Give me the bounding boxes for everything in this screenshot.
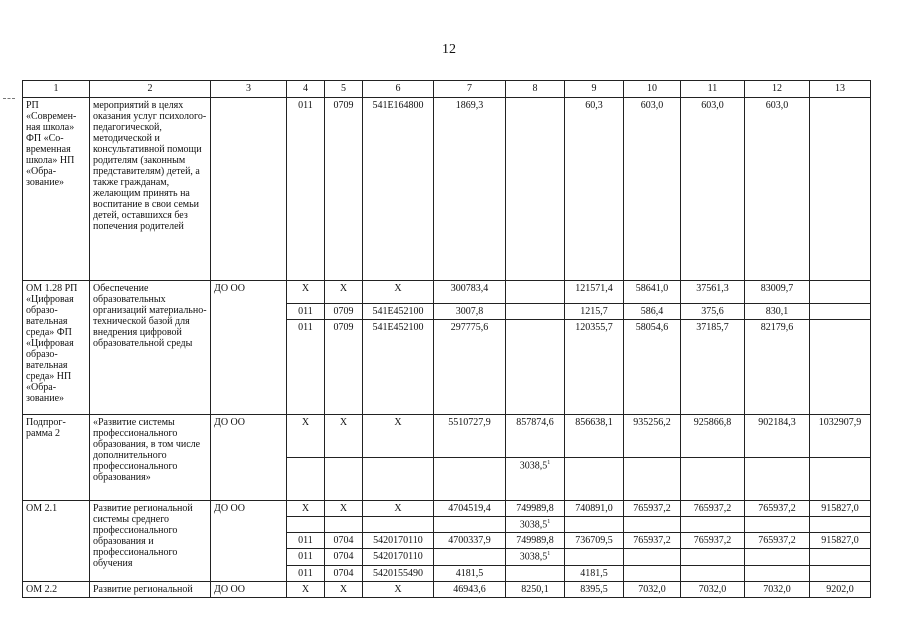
value-cell [565, 458, 624, 501]
value-cell: 740891,0 [565, 501, 624, 517]
section-cell: Х [325, 415, 363, 458]
value-cell [810, 98, 871, 281]
budget-table [22, 80, 871, 598]
value-cell [745, 565, 810, 581]
grbs-cell: 011 [287, 565, 325, 581]
header-cell: 4 [287, 81, 325, 98]
footnote-mark: 1 [547, 519, 551, 525]
total-cell: 1869,3 [434, 98, 506, 281]
executor-cell: ДО ОО [211, 415, 287, 501]
csr-cell: 541E164800 [363, 98, 434, 281]
header-cell: 7 [434, 81, 506, 98]
table-row [23, 281, 871, 304]
value-cell: 1215,7 [565, 304, 624, 320]
value-cell [745, 458, 810, 501]
header-cell: 6 [363, 81, 434, 98]
value-cell [681, 517, 745, 533]
header-cell: 9 [565, 81, 624, 98]
value-cell [810, 320, 871, 415]
value-cell: 603,0 [624, 98, 681, 281]
header-cell: 11 [681, 81, 745, 98]
table-row [23, 98, 871, 281]
header-cell: 5 [325, 81, 363, 98]
value-cell [810, 458, 871, 501]
csr-cell: Х [363, 501, 434, 517]
total-cell: 297775,6 [434, 320, 506, 415]
value-cell: 4181,5 [565, 565, 624, 581]
section-cell: 0709 [325, 320, 363, 415]
value-cell: 749989,8 [506, 533, 565, 549]
total-cell [434, 458, 506, 501]
total-cell: 46943,6 [434, 581, 506, 597]
footnote-mark: 1 [547, 460, 551, 466]
value-cell [745, 549, 810, 565]
value-cell: 915827,0 [810, 501, 871, 517]
value-cell: 37561,3 [681, 281, 745, 304]
program-name-cell: Подпрог-рамма 2 [23, 415, 90, 501]
footnote-value: 3038,5 [519, 551, 548, 563]
program-desc-cell: Развитие региональной [90, 581, 211, 597]
header-cell: 10 [624, 81, 681, 98]
value-cell [565, 549, 624, 565]
csr-cell: 541E452100 [363, 320, 434, 415]
value-cell: 37185,7 [681, 320, 745, 415]
footnote-value: 3038,5 [519, 460, 548, 472]
program-name-cell: ОМ 1.28 РП «Цифровая образо-вательная среда» ФП «Цифровая образо-вательная среда» НП «Обра-зование» [23, 281, 90, 415]
value-cell [681, 549, 745, 565]
value-cell [506, 281, 565, 304]
total-cell: 4704519,4 [434, 501, 506, 517]
header-cell: 2 [90, 81, 211, 98]
grbs-cell: Х [287, 501, 325, 517]
executor-cell: ДО ОО [211, 501, 287, 582]
section-cell [325, 517, 363, 533]
value-cell: 736709,5 [565, 533, 624, 549]
executor-cell: ДО ОО [211, 281, 287, 415]
value-cell: 58641,0 [624, 281, 681, 304]
program-desc-cell: Обеспечение образовательных организаций материально-технической базой для внедрения цифровой образовательной среды [90, 281, 211, 415]
value-cell [506, 565, 565, 581]
value-cell: 765937,2 [681, 533, 745, 549]
section-cell: 0709 [325, 98, 363, 281]
header-row [23, 81, 871, 98]
section-cell: 0704 [325, 533, 363, 549]
csr-cell: 5420170110 [363, 533, 434, 549]
value-cell: 8250,1 [506, 581, 565, 597]
value-cell: 603,0 [681, 98, 745, 281]
value-cell: 856638,1 [565, 415, 624, 458]
value-cell [745, 517, 810, 533]
value-cell [565, 517, 624, 533]
section-cell: 0704 [325, 565, 363, 581]
header-cell: 12 [745, 81, 810, 98]
total-cell [434, 517, 506, 533]
csr-cell: Х [363, 581, 434, 597]
grbs-cell: Х [287, 415, 325, 458]
table-row [23, 501, 871, 517]
table-row [23, 415, 871, 458]
csr-cell: 5420155490 [363, 565, 434, 581]
value-cell: 935256,2 [624, 415, 681, 458]
total-cell: 4181,5 [434, 565, 506, 581]
header-cell: 1 [23, 81, 90, 98]
executor-cell [211, 98, 287, 281]
value-cell: 7032,0 [745, 581, 810, 597]
value-cell: 60,3 [565, 98, 624, 281]
value-cell: 902184,3 [745, 415, 810, 458]
value-cell: 857874,6 [506, 415, 565, 458]
value-cell [624, 549, 681, 565]
section-cell: Х [325, 281, 363, 304]
value-cell: 603,0 [745, 98, 810, 281]
value-cell [810, 517, 871, 533]
grbs-cell: 011 [287, 533, 325, 549]
total-cell: 5510727,9 [434, 415, 506, 458]
value-cell: 121571,4 [565, 281, 624, 304]
section-cell: 0704 [325, 549, 363, 565]
value-cell: 765937,2 [624, 501, 681, 517]
value-cell: 765937,2 [745, 501, 810, 517]
value-cell [506, 458, 565, 501]
grbs-cell [287, 517, 325, 533]
value-cell: 83009,7 [745, 281, 810, 304]
value-cell: 749989,8 [506, 501, 565, 517]
grbs-cell: 011 [287, 304, 325, 320]
value-cell [506, 517, 565, 533]
csr-cell: 5420170110 [363, 549, 434, 565]
csr-cell [363, 517, 434, 533]
value-cell [624, 517, 681, 533]
program-name-cell: ОМ 2.2 [23, 581, 90, 597]
value-cell [681, 565, 745, 581]
header-cell: 8 [506, 81, 565, 98]
grbs-cell: 011 [287, 98, 325, 281]
value-cell [810, 565, 871, 581]
table-row [23, 581, 871, 597]
header-cell: 13 [810, 81, 871, 98]
margin-mark [3, 98, 15, 99]
section-cell [325, 458, 363, 501]
value-cell [506, 304, 565, 320]
value-cell [810, 549, 871, 565]
value-cell: 58054,6 [624, 320, 681, 415]
program-desc-cell: «Развитие системы профессионального образования, в том числе дополнительного профессионального образования» [90, 415, 211, 501]
value-cell [810, 281, 871, 304]
value-cell: 925866,8 [681, 415, 745, 458]
value-cell [810, 304, 871, 320]
program-desc-cell: мероприятий в целях оказания услуг психолого-педагогической, методической и консультативной помощи родителям (законным представителям) детей, а также гражданам, желающим принять на воспитание в свои семьи детей, оставшихся без попечения родителей [90, 98, 211, 281]
value-cell: 7032,0 [681, 581, 745, 597]
program-name-cell: ОМ 2.1 [23, 501, 90, 582]
header-cell: 3 [211, 81, 287, 98]
grbs-cell: Х [287, 281, 325, 304]
grbs-cell [287, 458, 325, 501]
value-cell: 915827,0 [810, 533, 871, 549]
value-cell [624, 458, 681, 501]
value-cell [506, 98, 565, 281]
value-cell: 8395,5 [565, 581, 624, 597]
value-cell: 120355,7 [565, 320, 624, 415]
value-cell [506, 549, 565, 565]
total-cell [434, 549, 506, 565]
footnote-value: 3038,5 [519, 519, 548, 531]
value-cell: 1032907,9 [810, 415, 871, 458]
grbs-cell: 011 [287, 549, 325, 565]
value-cell [681, 458, 745, 501]
value-cell: 765937,2 [681, 501, 745, 517]
csr-cell: Х [363, 415, 434, 458]
value-cell: 375,6 [681, 304, 745, 320]
grbs-cell: Х [287, 581, 325, 597]
total-cell: 4700337,9 [434, 533, 506, 549]
section-cell: Х [325, 581, 363, 597]
executor-cell: ДО ОО [211, 581, 287, 597]
program-desc-cell: Развитие региональной системы среднего профессионального образования и профессионального обучения [90, 501, 211, 582]
value-cell [624, 565, 681, 581]
value-cell: 9202,0 [810, 581, 871, 597]
page-number: 12 [442, 42, 456, 57]
section-cell: 0709 [325, 304, 363, 320]
value-cell [506, 320, 565, 415]
value-cell: 765937,2 [745, 533, 810, 549]
section-cell: Х [325, 501, 363, 517]
footnote-mark: 1 [547, 551, 551, 558]
value-cell: 7032,0 [624, 581, 681, 597]
csr-cell [363, 458, 434, 501]
csr-cell: 541E452100 [363, 304, 434, 320]
csr-cell: Х [363, 281, 434, 304]
grbs-cell: 011 [287, 320, 325, 415]
value-cell: 82179,6 [745, 320, 810, 415]
value-cell: 765937,2 [624, 533, 681, 549]
value-cell: 586,4 [624, 304, 681, 320]
total-cell: 3007,8 [434, 304, 506, 320]
program-name-cell: РП «Современ-ная школа» ФП «Со-временная школа» НП «Обра-зование» [23, 98, 90, 281]
total-cell: 300783,4 [434, 281, 506, 304]
value-cell: 830,1 [745, 304, 810, 320]
